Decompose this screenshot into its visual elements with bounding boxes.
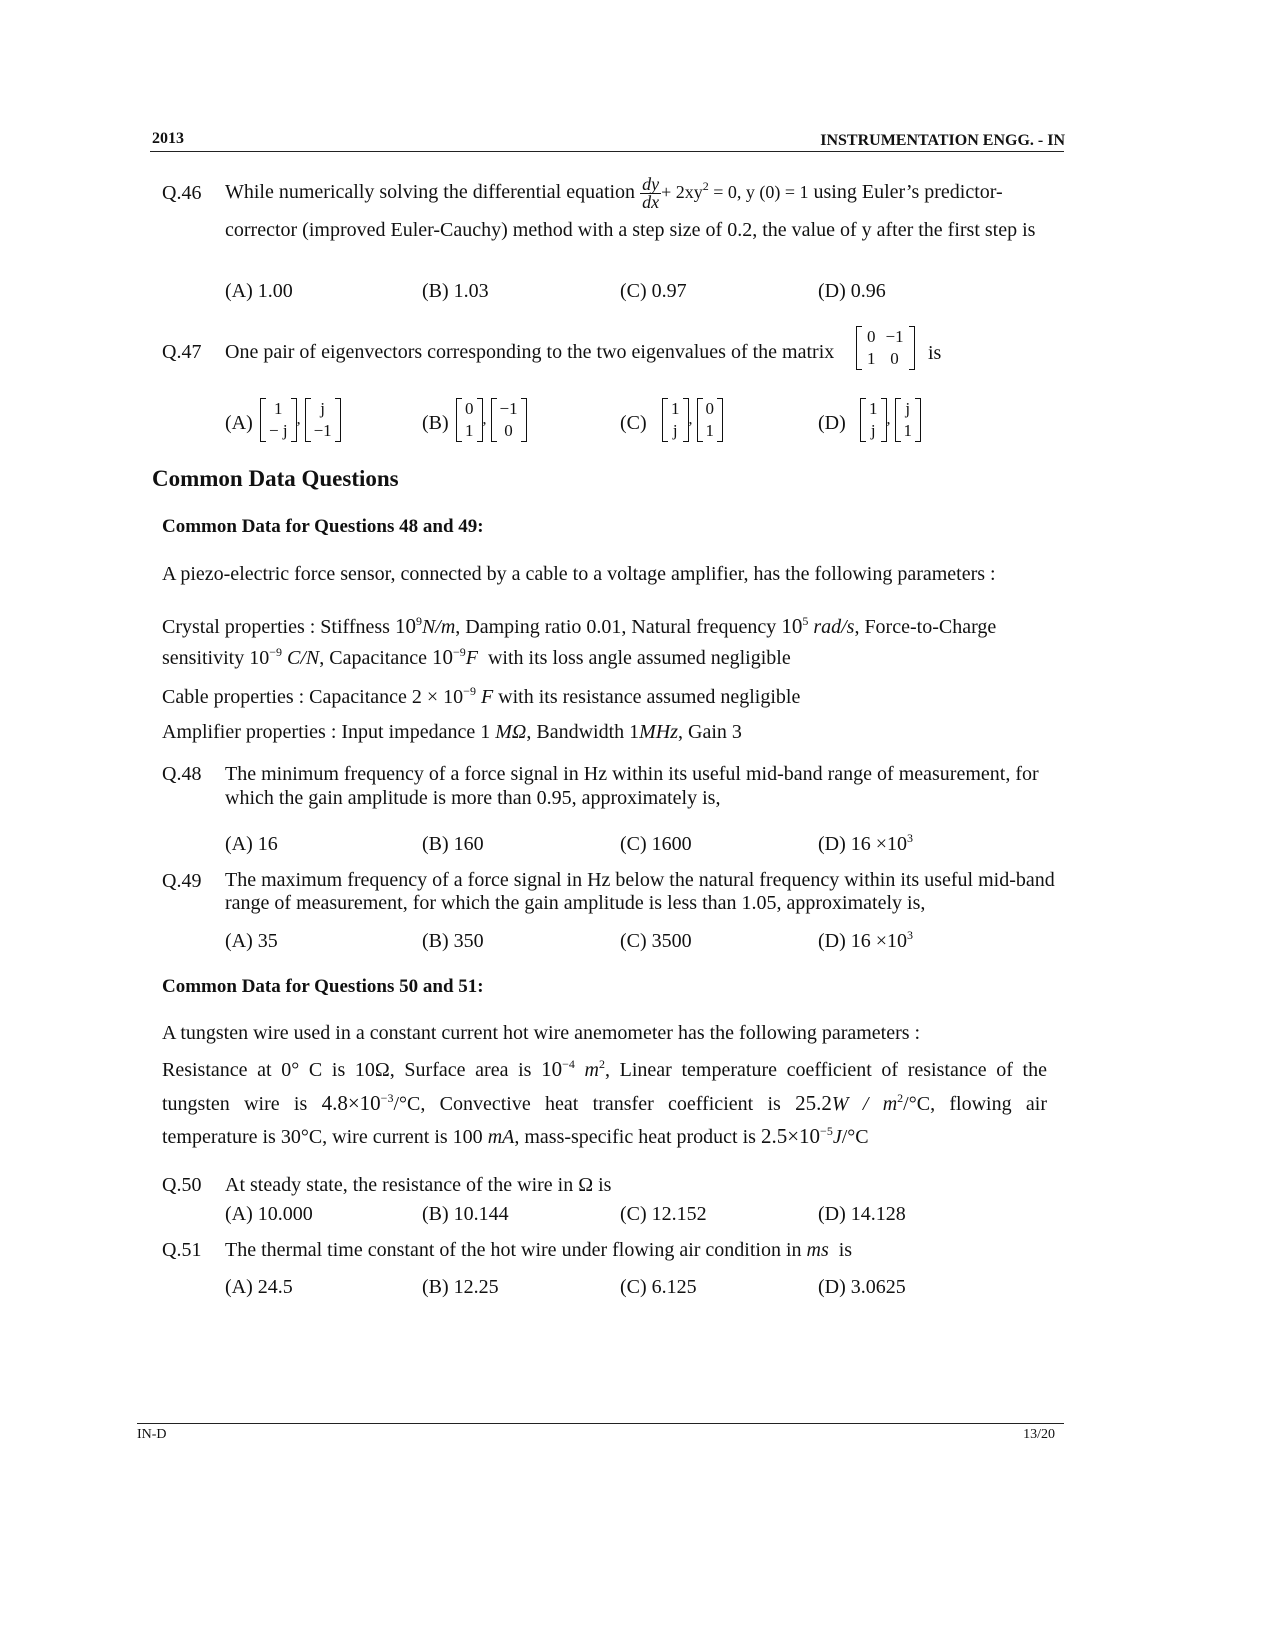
dy-dx-fraction: $\frac{dy}{dx}$ [642, 174, 660, 212]
option-d: (D) 14.128 [818, 1203, 906, 1225]
option-a: (A) 35 [225, 930, 278, 952]
question-number: Q.46 [162, 182, 202, 204]
question-number: Q.47 [162, 341, 202, 363]
option-b: (B) 350 [422, 930, 484, 952]
question-number: Q.51 [162, 1239, 202, 1261]
common-data-intro: A tungsten wire used in a constant current hot wire anemometer has the following parameters : [162, 1022, 921, 1044]
question-51-text: The thermal time constant of the hot wire under flowing air condition in ms is [225, 1239, 853, 1261]
header-year: 2013 [152, 130, 184, 147]
option-b: (B) 12.25 [422, 1276, 499, 1298]
option-b: (B) 10.144 [422, 1203, 509, 1225]
question-47-end: is [928, 342, 942, 364]
option-c-label: (C) [620, 412, 647, 434]
matrix: 0 −1 1 0 [856, 326, 915, 370]
question-50-text: At steady state, the resistance of the wire in Ω is [225, 1174, 612, 1196]
wire-parameters-line3: temperature is 30°C, wire current is 100 mA, mass-specific heat product is $2.5\times 10^{-5}J/^\circ C$ [162, 1124, 869, 1148]
footer-page-number: 13/20 [1023, 1427, 1055, 1442]
header-subject: INSTRUMENTATION ENGG. - IN [820, 132, 1065, 149]
header-rule [150, 151, 1064, 152]
option-a: (A) 24.5 [225, 1276, 293, 1298]
question-number: Q.49 [162, 870, 202, 892]
option-d: (D) 3.0625 [818, 1276, 906, 1298]
option-c: (C) 0.97 [620, 280, 687, 302]
wire-parameters-line1: Resistance at 0° C is 10Ω, Surface area is $10^{-4}$ $m^2$, Linear temperature coefficient of resistance of the [162, 1057, 1047, 1081]
question-49-text: The maximum frequency of a force signal in Hz below the natural frequency within its useful mid-band range of measurement, for which the gain amplitude is less than 1.05, approximately is, [225, 869, 1055, 914]
section-heading: Common Data Questions [152, 466, 399, 491]
option-c: (C) 1600 [620, 833, 692, 855]
option-d-vectors: 1 j , j 1 [860, 398, 921, 442]
option-d: (D) $16 \times 10^3$ [818, 928, 914, 952]
cable-properties: Cable properties : Capacitance $2 \times 10^{-9}$ F with its resistance assumed negligible [162, 684, 801, 708]
question-46-text: While numerically solving the differential equation $\frac{dy}{dx}$ + $2xy^2 = 0$, y (0) = 1 using Euler’s predictor- [225, 174, 1003, 212]
amplifier-properties: Amplifier properties : Input impedance 1 MΩ, Bandwidth 1MHz, Gain 3 [162, 721, 742, 743]
option-a: (A) 10.000 [225, 1203, 313, 1225]
option-a: (A) 1.00 [225, 280, 293, 302]
footer-rule [137, 1423, 1064, 1424]
question-48-text: The minimum frequency of a force signal in Hz within its useful mid-band range of measurement, for which the gain amplitude is more than 0.95, approximately is, [225, 763, 1039, 809]
option-d-label: (D) [818, 412, 846, 434]
option-b: (B) 1.03 [422, 280, 489, 302]
question-number: Q.48 [162, 763, 202, 785]
option-b-vectors: 0 1 , −1 0 [456, 398, 527, 442]
option-b: (B) 160 [422, 833, 484, 855]
question-47-text: One pair of eigenvectors corresponding to the two eigenvalues of the matrix [225, 341, 835, 363]
option-c: (C) 6.125 [620, 1276, 697, 1298]
common-data-title: Common Data for Questions 50 and 51: [162, 976, 484, 997]
option-c: (C) 12.152 [620, 1203, 707, 1225]
option-b-label: (B) [422, 412, 449, 434]
footer-code: IN-D [137, 1427, 167, 1442]
option-a: (A) 16 [225, 833, 278, 855]
common-data-intro: A piezo-electric force sensor, connected by a cable to a voltage amplifier, has the following parameters : [162, 563, 996, 585]
option-c: (C) 3500 [620, 930, 692, 952]
crystal-properties-line2: sensitivity $10^{-9}$ C/N, Capacitance $10^{-9}F$ with its loss angle assumed negligible [162, 645, 791, 669]
common-data-title: Common Data for Questions 48 and 49: [162, 516, 484, 537]
option-a-vectors: 1 − j , j −1 [260, 398, 341, 442]
option-c-vectors: 1 j , 0 1 [662, 398, 723, 442]
crystal-properties-line1: Crystal properties : Stiffness $10^9N/m$, Damping ratio 0.01, Natural frequency $10^5$ rad/s, Force-to-Charge [162, 614, 997, 638]
question-number: Q.50 [162, 1174, 202, 1196]
option-a-label: (A) [225, 412, 253, 434]
wire-parameters-line2: tungsten wire is $4.8\times 10^{-3}/^\circ C$, Convective heat transfer coefficient is $25.2W / m^2/^\circ C$, flowing air [162, 1091, 1047, 1115]
option-d: (D) 0.96 [818, 280, 886, 302]
question-46-text-cont: corrector (improved Euler-Cauchy) method with a step size of 0.2, the value of y after the first step is [225, 219, 1036, 241]
option-d: (D) $16 \times 10^3$ [818, 831, 914, 855]
